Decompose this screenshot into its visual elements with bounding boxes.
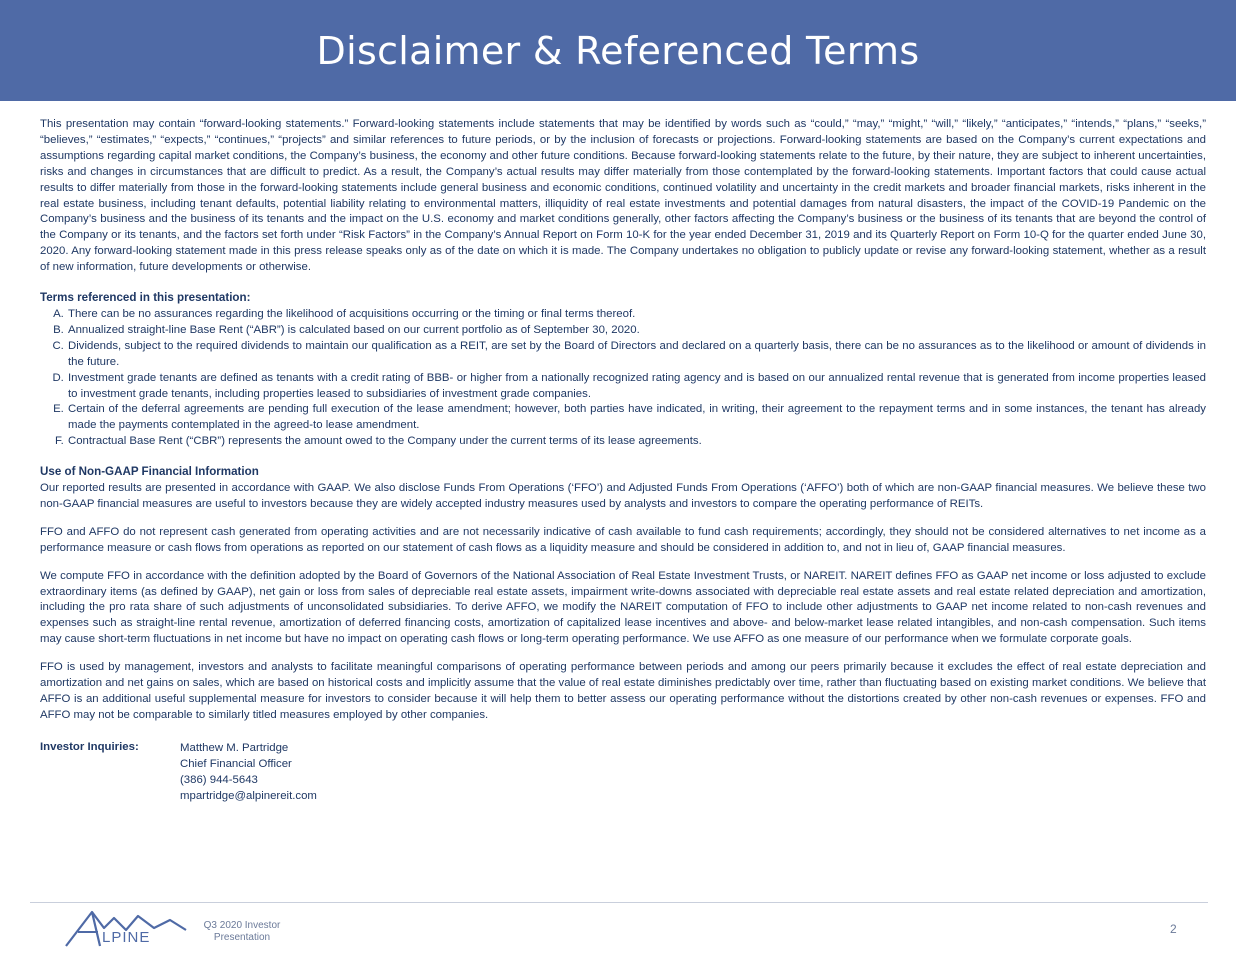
inquiries-label: Investor Inquiries:: [40, 740, 139, 753]
contact-name: Matthew M. Partridge: [180, 741, 289, 754]
header-banner: [0, 0, 1236, 101]
list-item: A. There can be no assurances regarding the likelihood of acquisitions occurring or the timing or final terms thereof.: [67, 307, 1206, 323]
non-gaap-paragraph: Our reported results are presented in accordance with GAAP. We also disclose Funds From Operations (‘FFO’) and Adjusted Funds From Operations (‘AFFO’) both of which are non-GAAP financial measures. We believe these two non-GAAP financial measures are useful to investors because they are widely accepted industry measures used by analysts and investors to compare the operating performance of REITs.: [40, 482, 1206, 510]
footer-caption: [196, 920, 288, 944]
footer-divider: [30, 902, 1208, 903]
terms-list: [40, 307, 1206, 450]
investor-inquiries: [40, 740, 1206, 804]
forward-looking-paragraph: This presentation may contain “forward-looking statements.” Forward-looking statements include statements that may be identified by words such as “could,” “may,” “might,” “will,” “likely,” “anticipates,” “intends,” “plans,” “seeks,” “believes,” “estimates,” “expects,” “continues,” “projects” and similar references to future periods, or by the inclusion of forecasts or projections. Forward-looking statements are based on the Company’s current expectations and assumptions regarding capital market conditions, the Company’s business, the economy and other future conditions. Because forward-looking statements relate to the future, by their nature, they are subject to inherent uncertainties, risks and changes in circumstances that are difficult to predict. As a result, the Company’s actual results may differ materially from those contemplated by the forward-looking statements. Important factors that could cause actual results to differ materially from those in the forward-looking statements include general business and economic conditions, continued volatility and uncertainty in the credit markets and broader financial markets, risks inherent in the real estate business, including tenant defaults, potential liability relating to environmental matters, illiquidity of real estate investments and potential damages from natural disasters, the impact of the COVID-19 Pandemic on the Company’s business and the business of its tenants and the impact on the U.S. economy and market conditions generally, other factors affecting the Company’s business or the business of its tenants that are beyond the control of the Company or its tenants, and the factors set forth under “Risk Factors” in the Company’s Annual Report on Form 10-K for the year ended December 31, 2019 and its Quarterly Report on Form 10-Q for the quarter ended June 30, 2020. Any forward-looking statement made in this press release speaks only as of the date on which it is made. The Company undertakes no obligation to publicly update or revise any forward-looking statement, whether as a result of new information, future developments or otherwise.: [40, 118, 1206, 274]
caption-line: Presentation: [213, 932, 271, 943]
terms-heading: Terms referenced in this presentation:: [40, 291, 251, 305]
list-item: E. Certain of the deferral agreements are pending full execution of the lease amendment; however, both parties have indicated, in writing, their agreement to the repayment terms and in some instances, the tenant has already made the payments contemplated in the agreed-to lease amendment.: [67, 402, 1206, 434]
logo-text: LPINE: [102, 929, 151, 946]
contact-block: [180, 740, 317, 804]
contact-role: Chief Financial Officer: [180, 757, 292, 770]
non-gaap-paragraph: We compute FFO in accordance with the definition adopted by the Board of Governors of the National Association of Real Estate Investment Trusts, or NAREIT. NAREIT defines FFO as GAAP net income or loss adjusted to exclude extraordinary items (as defined by GAAP), net gain or loss from sales of depreciable real estate assets, impairment write-downs associated with depreciable real estate assets and real estate related depreciation and amortization, including the pro rata share of such adjustments of unconsolidated subsidiaries. To derive AFFO, we modify the NAREIT computation of FFO to include other adjustments to GAAP net income related to non-cash revenues and expenses such as straight-line rental revenue, amortization of deferred financing costs, amortization of capitalized lease incentives and above- and below-market lease related intangibles, and non-cash compensation. Such items may cause short-term fluctuations in net income but have no impact on operating cash flows or long-term operating performance. We use AFFO as one measure of our performance when we formulate corporate goals.: [40, 569, 1206, 646]
non-gaap-paragraph: FFO and AFFO do not represent cash generated from operating activities and are not necessarily indicative of cash available to fund cash requirements; accordingly, they should not be considered alternatives to net income as a performance measure or cash flows from operations as reported on our statement of cash flows as a liquidity measure and should be considered in addition to, and not in lieu of, GAAP financial measures.: [40, 525, 1206, 554]
content-body: [40, 117, 1206, 804]
list-item: B. Annualized straight-line Base Rent (“ABR”) is calculated based on our current portfolio as of September 30, 2020.: [67, 323, 1206, 339]
page-title: Disclaimer & Referenced Terms: [316, 28, 920, 73]
page-number: 2: [1170, 922, 1177, 936]
list-item: D. Investment grade tenants are defined as tenants with a credit rating of BBB- or higher from a nationally recognized rating agency and is based on our annualized rental revenue that is generated from income properties leased to investment grade tenants, including properties leased to subsidiaries of investment grade companies.: [67, 371, 1206, 403]
list-item: C. Dividends, subject to the required dividends to maintain our qualification as a REIT, are set by the Board of Directors and declared on a quarterly basis, there can be no assurances as to the likelihood or amount of dividends in the future.: [67, 339, 1206, 371]
non-gaap-paragraph: FFO is used by management, investors and analysts to facilitate meaningful comparisons of operating performance between periods and among our peers primarily because it excludes the effect of real estate depreciation and amortization and net gains on sales, which are based on historical costs and implicitly assume that the value of real estate diminishes predictably over time, rather than fluctuating based on existing market conditions. We believe that AFFO is an additional useful supplemental measure for investors to consider because it will help them to better assess our operating performance without the distortions created by other non-cash revenues or expenses. FFO and AFFO may not be comparable to similarly titled measures employed by other companies.: [40, 661, 1206, 721]
list-item: F. Contractual Base Rent (“CBR”) represents the amount owed to the Company under the current terms of its lease agreements.: [67, 434, 1206, 450]
contact-email[interactable]: mpartridge@alpinereit.com: [180, 789, 317, 802]
alpine-logo: [64, 906, 188, 950]
caption-line: Q3 2020 Investor: [203, 920, 281, 931]
non-gaap-heading: Use of Non-GAAP Financial Information: [40, 465, 259, 479]
contact-phone: (386) 944-5643: [180, 773, 258, 786]
